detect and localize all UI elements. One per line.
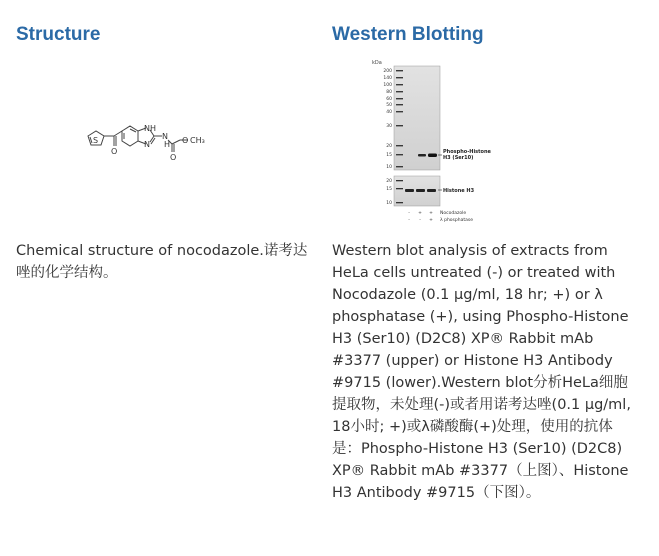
marker-140: 140 [383,76,392,81]
marker-lower-15: 15 [386,187,392,192]
marker-lower-20: 20 [386,179,392,184]
phosphatase-sign-1: - [408,218,410,223]
western-blot-caption: Western blot analysis of extracts from HeLa cells untreated (-) or treated with Nocodazole (0.1 µg/ml, 18 hr; +) or λ phosphatase (+), using Phospho-Histone H3 (Ser10) (D2C8) XP® Rabbit mAb #3377 (upper) or Histone H3 Antibody #9715 (lower).Western blot分析HeLa细胞提取物，未处理(-)或者用诺考达唑(0.1 µg/ml, 18小时; +)或λ磷酸酶(+)处理，使用的抗体是：Phospho-Histone H3 (Ser10) (D2C8) XP® Rabbit mAb #3377（上图）、Histone H3 Antibody #9715（下图）。 [332,243,631,501]
amide-h-label: H [164,140,171,149]
carbonyl-oxygen-label: O [111,147,118,156]
marker-lower-10: 10 [386,201,392,206]
structure-caption: Chemical structure of nocodazole.诺考达唑的化学结构。 [16,243,308,281]
structure-heading: Structure [16,24,101,45]
nocodazole-structure-diagram [84,122,214,168]
histone-h3-label: Histone H3 [443,188,475,194]
phospho-histone-label: Phospho-Histone [443,149,491,155]
nocodazole-sign-1: - [408,211,410,216]
marker-200: 200 [383,69,392,74]
marker-80: 80 [386,90,392,95]
marker-60: 60 [386,97,392,102]
marker-50: 50 [386,103,392,108]
imidazole-n-label: N [144,140,150,149]
kda-unit-label: kDa [372,60,382,66]
amide-n-label: N [162,132,168,141]
sulfur-atom-label: S [93,136,99,145]
nocodazole-row-label: Nocodazole [440,211,467,216]
marker-30: 30 [386,124,392,129]
marker-15: 15 [386,153,392,158]
ether-oxygen-label: O [182,136,189,145]
phosphatase-sign-2: - [419,218,421,223]
phosphatase-sign-3: + [429,218,433,223]
nocodazole-sign-2: + [418,211,422,216]
marker-20: 20 [386,144,392,149]
marker-40: 40 [386,110,392,115]
ester-oxygen-label: O [170,153,177,162]
phosphatase-row-label: λ phosphatase [440,218,474,223]
western-blotting-heading: Western Blotting [332,24,484,45]
marker-100: 100 [383,83,392,88]
methyl-label: CH₃ [190,136,205,145]
ser10-label: H3 (Ser10) [443,155,474,161]
marker-10: 10 [386,165,392,170]
histone-h3-bands [405,189,436,192]
nocodazole-sign-3: + [429,211,433,216]
western-blot-image [372,58,522,226]
imidazole-nh-label: NH [144,124,156,133]
